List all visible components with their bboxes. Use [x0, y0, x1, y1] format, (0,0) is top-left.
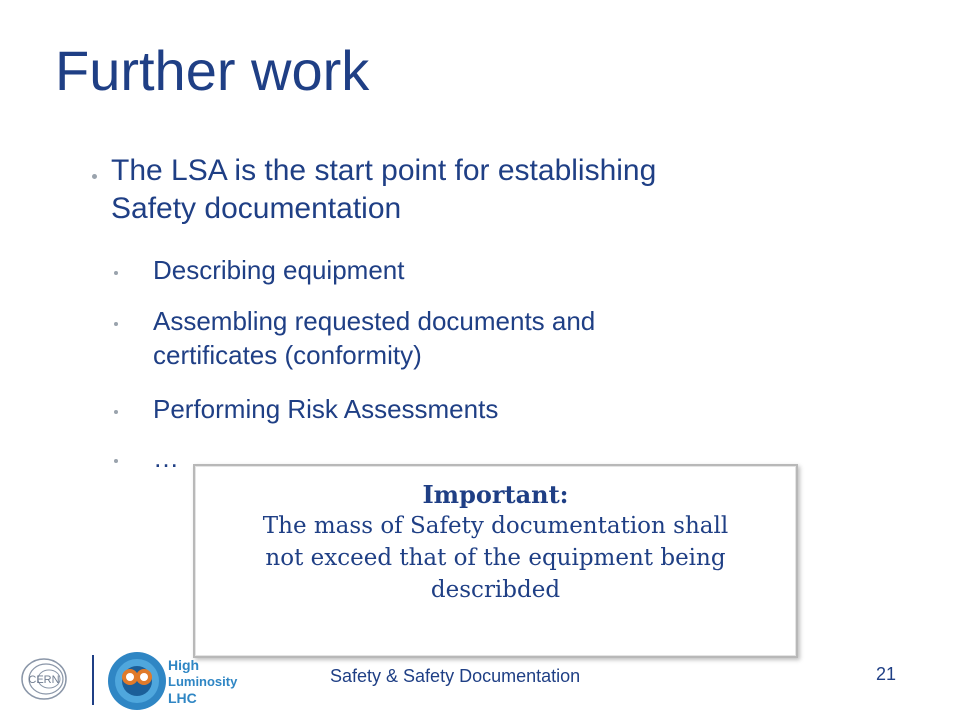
bullet-dot [114, 271, 118, 275]
bullet-line: Assembling requested documents and [153, 306, 596, 336]
callout-body [195, 510, 796, 606]
bullet-dot [92, 174, 97, 179]
bullet-dot [114, 322, 118, 326]
slide-title: Further work [55, 39, 370, 102]
cern-logo [19, 655, 69, 703]
hl-lhc-logo [106, 650, 256, 712]
bullet-line: Safety documentation [111, 192, 402, 225]
callout-line: The mass of Safety documentation shall [262, 513, 729, 539]
bullet-line: certificates (conformity) [153, 340, 422, 370]
bullet-dot [114, 410, 118, 414]
bullet-item [111, 152, 656, 228]
page-number: 21 [876, 664, 897, 684]
callout-line: describded [430, 577, 561, 603]
svg-text:High: High [168, 657, 200, 673]
svg-text:LHC: LHC [168, 690, 197, 706]
bullet-dot [114, 459, 118, 463]
bullet-line: The LSA is the start point for establishing [111, 154, 657, 187]
sub-bullet-item: Describing equipment [153, 255, 405, 285]
sub-bullet-item [153, 304, 595, 372]
sub-bullet-item: … [153, 443, 179, 473]
sub-bullet-item: Performing Risk Assessments [153, 394, 499, 424]
logo-divider [92, 655, 94, 705]
callout-heading: Important: [422, 480, 569, 509]
callout-line: not exceed that of the equipment being [265, 545, 726, 571]
svg-text:CERN: CERN [28, 674, 60, 686]
footer-text: Safety & Safety Documentation [330, 666, 581, 686]
svg-text:Luminosity: Luminosity [168, 674, 238, 689]
important-callout [193, 464, 798, 658]
